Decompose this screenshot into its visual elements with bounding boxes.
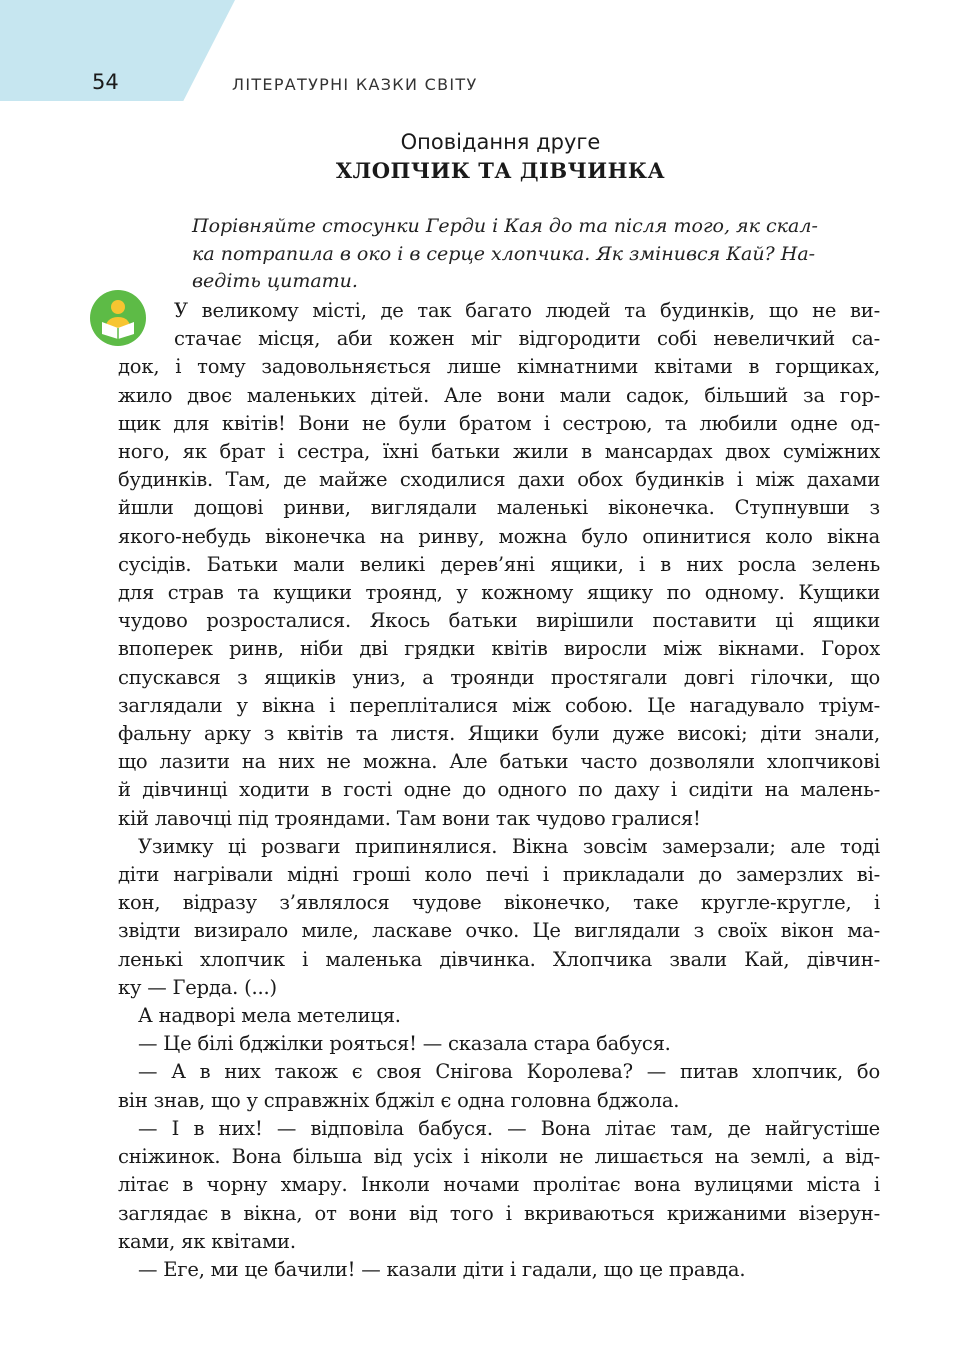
text-line: діти нагрівали мідні гроші коло печі і прикладали до замерзлих ві- (118, 863, 880, 887)
task-line: Порівняйте стосунки Герди і Кая до та після того, як скал- (192, 215, 818, 237)
chapter-subtitle: Оповідання друге (400, 130, 601, 154)
text-line: він знав, що у справжніх бджіл є одна головна бджола. (118, 1088, 680, 1112)
text-line: ку — Герда. (...) (118, 975, 277, 999)
text-line: ленькі хлопчик і маленька дівчинка. Хлопчика звали Кай, дівчин- (118, 947, 880, 971)
text-line: звідти визирало миле, ласкаве очко. Це виглядали з своїх вікон ма- (118, 919, 880, 943)
text-line: А надворі мела метелиця. (138, 1004, 401, 1028)
running-title: ЛІТЕРАТУРНІ КАЗКИ СВІТУ (232, 75, 478, 94)
story-text (118, 297, 880, 1284)
text-line: літає в чорну хмару. Інколи ночами пролітає вона вулицями міста і (118, 1173, 880, 1197)
chapter-title: ХЛОПЧИК ТА ДІВЧИНКА (335, 158, 666, 183)
text-line: ного, як брат і сестра, їхні батьки жили в мансардах двох суміжних (118, 440, 880, 464)
text-line: стачає місця, аби кожен міг відгородити собі невеличкий са- (174, 327, 880, 351)
text-line: жило двоє маленьких дітей. Але вони мали садок, більший за гор- (118, 383, 880, 407)
page-number: 54 (92, 70, 119, 94)
text-line: У великому місті, де так багато людей та будинків, що не ви- (174, 299, 880, 322)
text-line: — А в них також є своя Снігова Королева? — питав хлопчик, бо (138, 1060, 880, 1084)
text-line: й дівчинці ходити в гості одне до одного по даху і сидіти на малень- (118, 778, 880, 802)
text-line: що лазити на них не можна. Але батьки часто дозволяли хлопчикові (118, 750, 880, 774)
text-line: — Це білі бджілки рояться! — сказала стара бабуся. (138, 1032, 671, 1056)
text-line: впоперек ринв, ніби дві грядки квітів виросли між вікнами. Горох (118, 637, 880, 661)
text-line: будинків. Там, де майже сходилися дахи обох будинків і між дахами (118, 468, 880, 492)
text-line: йшли дощові ринви, виглядали маленькі віконечка. Ступнувши з (118, 496, 880, 520)
text-line: фальну арку з квітів та листя. Ящики були дуже високі; діти знали, (118, 722, 880, 746)
text-line: сусідів. Батьки мали великі дерев’яні ящики, і в них росла зелень (118, 552, 880, 576)
text-line: Узимку ці розваги припинялися. Вікна зовсім замерзали; але тоді (138, 834, 880, 858)
task-line: ведіть цитати. (192, 270, 358, 292)
text-line: чудово розросталися. Якось батьки вирішили поставити ці ящики (118, 609, 880, 633)
text-line: заглядали у вікна і перепліталися між собою. Це нагадувало тріум- (118, 693, 880, 717)
text-line: кон, відразу з’являлося чудове віконечко, таке кругле-кругле, і (118, 891, 880, 915)
text-line: док, і тому задовольняється лише кімнатними квітами в горщиках, (118, 355, 880, 379)
text-line: щик для квітів! Вони не були братом і сестрою, та любили одне од- (118, 411, 880, 435)
text-line: ками, як квітами. (118, 1229, 296, 1253)
task-line: ка потрапила в око і в серце хлопчика. Як змінився Кай? На- (192, 242, 816, 265)
text-line: — Еге, ми це бачили! — казали діти і гадали, що це правда. (138, 1257, 746, 1281)
text-line: заглядає в вікна, от вони від того і вкриваються крижаними візерун- (118, 1201, 880, 1225)
task-question (192, 213, 882, 296)
text-line: для страв та кущики троянд, у кожному ящику по одному. Кущики (118, 581, 880, 605)
text-line: спускався з ящиків униз, а троянди простягали довгі гілочки, що (118, 665, 880, 689)
text-line: сніжинок. Вона більша від усіх і ніколи не лишається на землі, а від- (118, 1145, 880, 1169)
text-line: кій лавочці під трояндами. Там вони так чудово гралися! (118, 806, 701, 830)
text-line: — І в них! — відповіла бабуся. — Вона літає там, де найгустіше (138, 1116, 880, 1140)
text-line: якого-небудь віконечка на ринву, можна було опинитися коло вікна (118, 524, 880, 548)
